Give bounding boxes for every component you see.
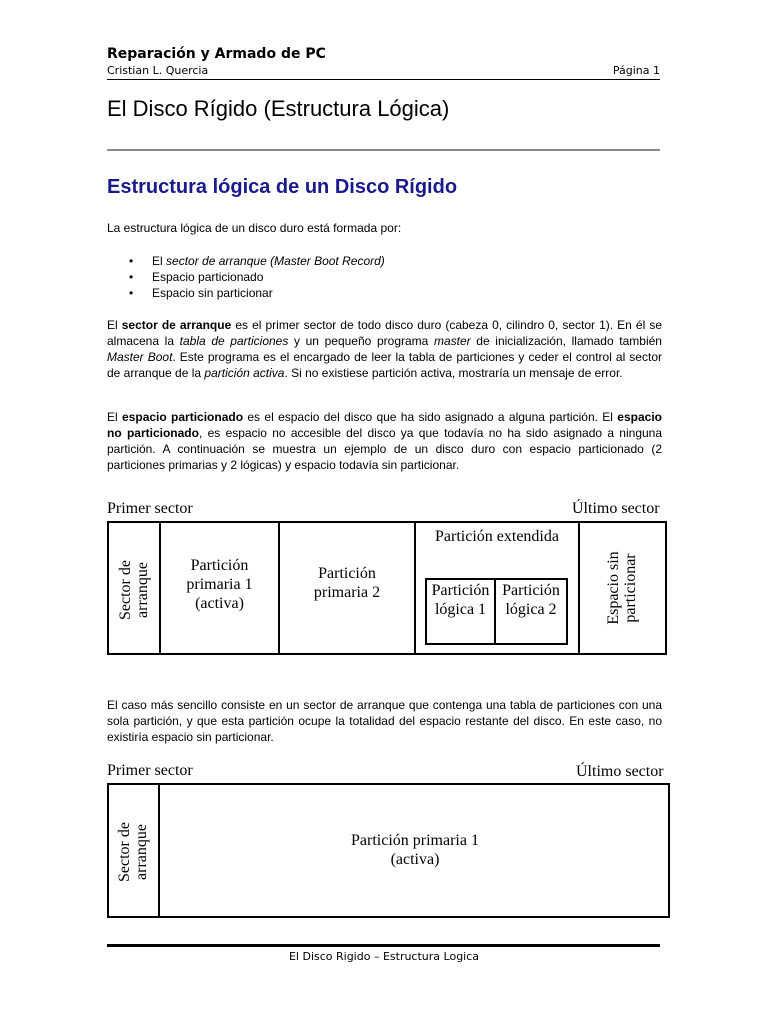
running-header-author: Cristian L. Quercia	[107, 64, 209, 77]
document-title: El Disco Rígido (Estructura Lógica)	[107, 96, 450, 121]
running-footer: El Disco Rigido – Estructura Logica	[288, 950, 480, 963]
simple-case-paragraph: El caso más sencillo consiste en un sector de arranque que contenga una tabla de particiones con una sola partición, y que esta partición ocupe la totalidad del espacio restante del disco. En este caso, no existiría espacio sin particionar.	[107, 698, 662, 744]
footer-rule	[107, 944, 660, 947]
logical-partition-1-cell: Partición lógica 1	[431, 582, 490, 618]
list-item: • Espacio sin particionar	[107, 285, 385, 301]
running-header-title: Reparación y Armado de PC	[107, 46, 326, 62]
primary-partition-1-cell: Partición primaria 1 (activa)	[351, 832, 479, 868]
boot-sector-cell: Sector de arranque	[117, 560, 151, 620]
list-item: • Espacio particionado	[107, 269, 385, 285]
last-sector-label: Último sector	[576, 763, 664, 780]
first-sector-label: Primer sector	[107, 500, 193, 517]
list-item	[107, 253, 385, 269]
boot-sector-paragraph: El sector de arranque es el primer sector de todo disco duro (cabeza 0, cilindro 0, sector 1). En él se almacena la tabla de particiones y un pequeño programa master de inicialización, llamado también Master Boot. Este programa es el encargado de leer la tabla de particiones y ceder el control al sector de arranque de la partición activa. Si no existiese partición activa, mostraría un mensaje de error.	[107, 318, 662, 380]
structure-list	[107, 253, 385, 301]
list-item-emphasis: sector de arranque (Master Boot Record)	[166, 254, 385, 268]
unpartitioned-space-cell: Espacio sin particionar	[605, 551, 639, 625]
boot-sector-cell: Sector de arranque	[116, 822, 150, 882]
header-rule	[107, 79, 660, 80]
primary-partition-1-cell: Partición primaria 1 (activa)	[186, 557, 253, 612]
page-number: Página 1	[612, 64, 660, 77]
intro-paragraph: La estructura lógica de un disco duro está formada por:	[107, 221, 402, 235]
extended-partition-label: Partición extendida	[435, 528, 559, 545]
title-rule	[107, 149, 660, 151]
first-sector-label: Primer sector	[107, 762, 193, 779]
section-title: Estructura lógica de un Disco Rígido	[107, 176, 458, 198]
logical-partition-2-cell: Partición lógica 2	[502, 582, 560, 618]
list-item-text: El	[152, 254, 167, 268]
last-sector-label: Último sector	[572, 500, 660, 517]
partitioned-space-paragraph: El espacio particionado es el espacio del disco que ha sido asignado a alguna partición. El espacio no particionado, es espacio no accesible del disco ya que todavía no ha sido asignado a ninguna partición. A continuación se muestra un ejemplo de un disco duro con espacio particionado (2 particiones primarias y 2 lógicas) y espacio todavía sin particionar.	[107, 410, 663, 472]
primary-partition-2-cell: Partición primaria 2	[313, 565, 381, 601]
